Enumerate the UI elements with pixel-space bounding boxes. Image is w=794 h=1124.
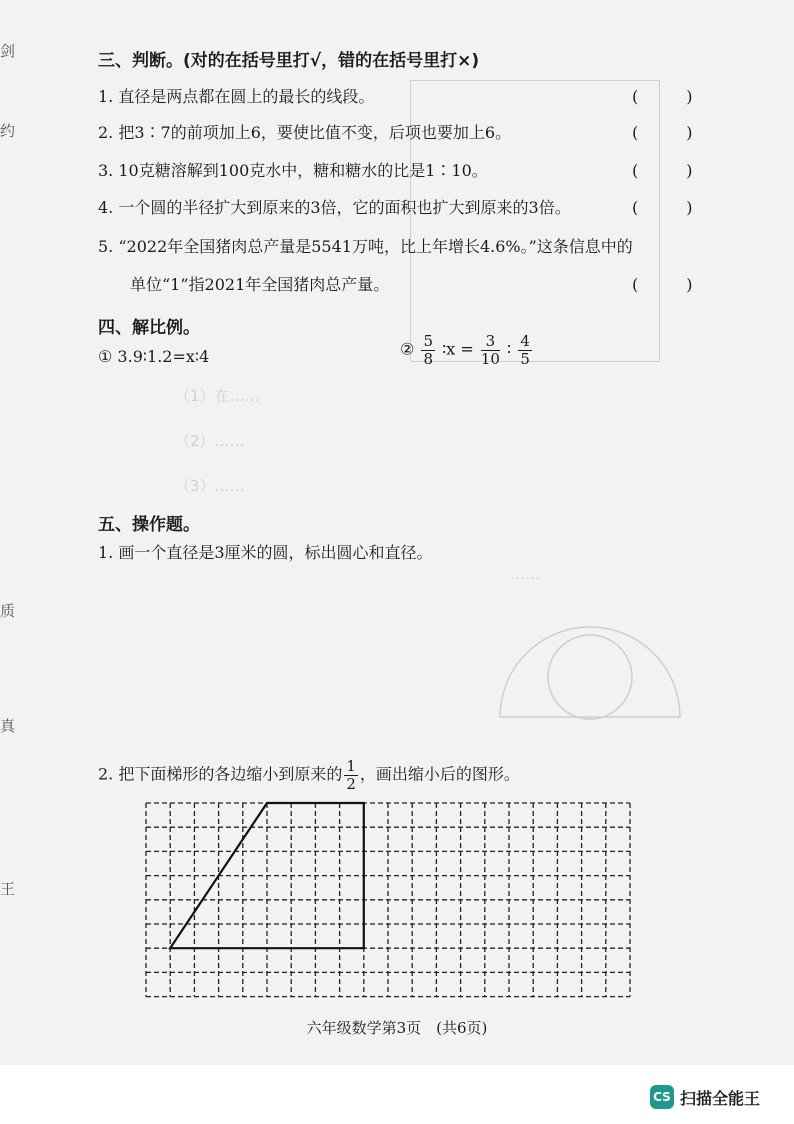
judge-item-2: 2. 把3∶7的前项加上6，要使比值不变，后项也要加上6。 (98, 123, 512, 142)
bleed-through-text: …… (510, 565, 540, 583)
judge-item-4: 4. 一个圆的半径扩大到原来的3倍，它的面积也扩大到原来的3倍。 (98, 198, 571, 217)
operation-q1: 1. 画一个直径是3厘米的圆，标出圆心和直径。 (98, 543, 433, 562)
edge-mark: 约 (0, 122, 16, 140)
operation-q2 (98, 758, 520, 792)
bleed-through-text: （1）在…… (175, 387, 260, 405)
proportion-2-label: ② (400, 339, 415, 359)
edge-mark: 质 (0, 602, 16, 620)
proportion-2-mid: ∶x = (442, 339, 474, 359)
proportion-2-colon: ∶ (507, 339, 512, 359)
fraction-4-5: $\frac{4}{5}$ (520, 332, 530, 368)
fraction-5-8: $\frac{5}{8}$ (423, 332, 433, 368)
page-footer: 六年级数学第3页 (共6页) (306, 1019, 488, 1037)
edge-mark: 真 (0, 717, 16, 735)
judge-item-5-cont: 单位“1”指2021年全国猪肉总产量。 (130, 275, 390, 294)
camscanner-name: 扫描全能王 (680, 1089, 761, 1108)
edge-mark: 王 (0, 880, 16, 898)
answer-paren-1[interactable]: ( ) (632, 87, 693, 106)
answer-paren-4[interactable]: ( ) (632, 198, 693, 217)
judge-item-1: 1. 直径是两点都在圆上的最长的线段。 (98, 87, 375, 106)
proportion-1: ① 3.9∶1.2=x∶4 (98, 347, 210, 366)
operation-q2-post: ，画出缩小后的图形。 (359, 764, 520, 784)
section-4-title: 四、解比例。 (98, 318, 200, 338)
answer-paren-2[interactable]: ( ) (632, 123, 693, 142)
answer-paren-3[interactable]: ( ) (632, 161, 693, 180)
answer-paren-5[interactable]: ( ) (632, 275, 693, 294)
bleed-through-text: （2）…… (175, 432, 245, 450)
judge-item-3: 3. 10克糖溶解到100克水中，糖和糖水的比是1∶10。 (98, 161, 488, 180)
proportion-2 (400, 333, 534, 367)
dashed-grid[interactable] (140, 800, 640, 1010)
edge-mark: 剑 (0, 42, 16, 60)
fraction-3-10: $\frac{3}{10}$ (480, 332, 500, 368)
bleed-through-figure (495, 615, 685, 725)
operation-q2-pre: 2. 把下面梯形的各边缩小到原来的 (98, 764, 343, 784)
camscanner-logo-icon: CS (650, 1085, 674, 1109)
fraction-1-2: $\frac{1}{2}$ (346, 757, 356, 793)
section-5-title: 五、操作题。 (98, 515, 200, 535)
judge-item-5: 5. “2022年全国猪肉总产量是5541万吨，比上年增长4.6%。”这条信息中的 (98, 237, 633, 256)
section-3-title: 三、判断。(对的在括号里打√，错的在括号里打×) (98, 51, 480, 71)
bleed-through-text: （3）…… (175, 477, 245, 495)
